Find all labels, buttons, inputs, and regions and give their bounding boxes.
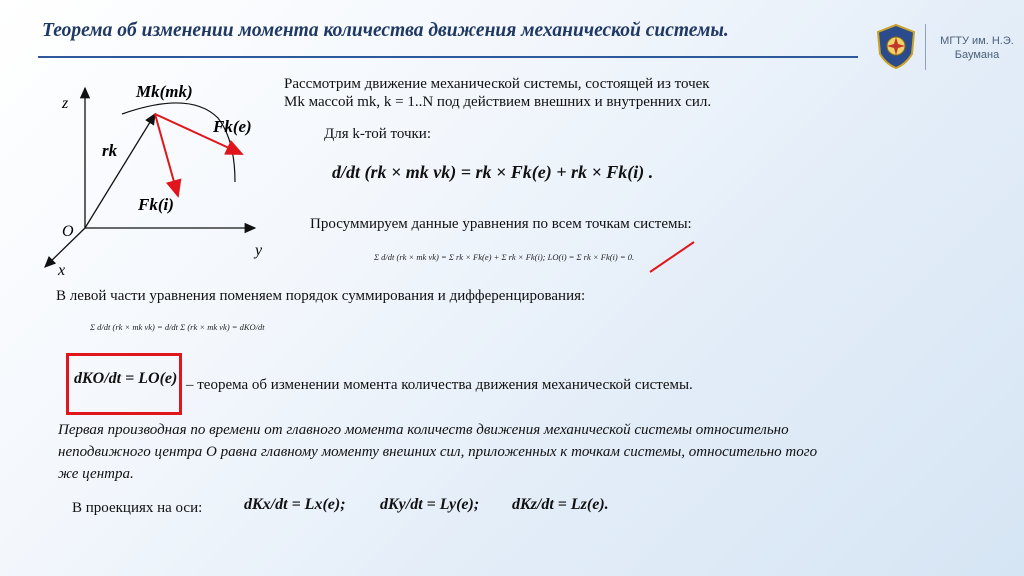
- axis-z-label: z: [62, 95, 69, 112]
- slide-title: Теорема об изменении момента количества движения механической системы.: [42, 20, 729, 41]
- fi-label: Fk(i): [138, 195, 174, 214]
- sum-text: Просуммируем данные уравнения по всем точкам системы:: [310, 216, 692, 232]
- equation-1: d/dt (rk × mk vk) = rk × Fk(e) + rk × Fk(i) .: [332, 162, 654, 182]
- projection-z: dKz/dt = Lz(e).: [512, 496, 609, 513]
- equation-2: Σ d/dt (rk × mk vk) = Σ rk × Fk(e) + Σ rk × Fk(i); LO(i) = Σ rk × Fk(i) = 0.: [374, 252, 635, 262]
- axis-y-label: y: [255, 242, 263, 259]
- logo-divider: [925, 24, 926, 70]
- intro-line-1: Рассмотрим движение механической системы, состоящей из точек: [284, 76, 710, 92]
- projections-label: В проекциях на оси:: [72, 500, 203, 516]
- strike-through-line: [648, 240, 698, 274]
- fe-label: Fk(e): [213, 117, 252, 136]
- intro-line-2: Mk массой mk, k = 1..N под действием внешних и внутренних сил.: [284, 94, 712, 110]
- equation-3: Σ d/dt (rk × mk vk) = d/dt Σ (rk × mk vk) = dKO/dt: [90, 322, 265, 332]
- projection-x: dKx/dt = Lx(e);: [244, 496, 346, 513]
- axis-x-label: x: [58, 262, 66, 279]
- internal-force-vector: [155, 114, 178, 196]
- theorem-formula: dKO/dt = LO(e): [74, 370, 178, 387]
- projection-y: dKy/dt = Ly(e);: [380, 496, 480, 513]
- theorem-statement: Первая производная по времени от главного момента количеств движения механической системы относительно неподвижного центра О равна главному моменту внешних сил, приложенных к точкам системы, относительно того же центра.: [58, 422, 818, 482]
- theorem-caption: – теорема об изменении момента количества движения механической системы.: [186, 377, 693, 393]
- left-part-text: В левой части уравнения поменяем порядок суммирования и дифференцирования:: [56, 288, 586, 304]
- moment-label: Mk(mk): [136, 82, 193, 101]
- university-name: МГТУ им. Н.Э. Баумана: [940, 35, 1014, 61]
- r-label: rk: [102, 141, 118, 160]
- for-k-label: Для k-той точки:: [324, 126, 431, 142]
- vector-diagram: [30, 70, 270, 280]
- origin-label: O: [62, 223, 74, 240]
- title-underline: [38, 56, 858, 58]
- university-emblem-icon: [872, 22, 920, 70]
